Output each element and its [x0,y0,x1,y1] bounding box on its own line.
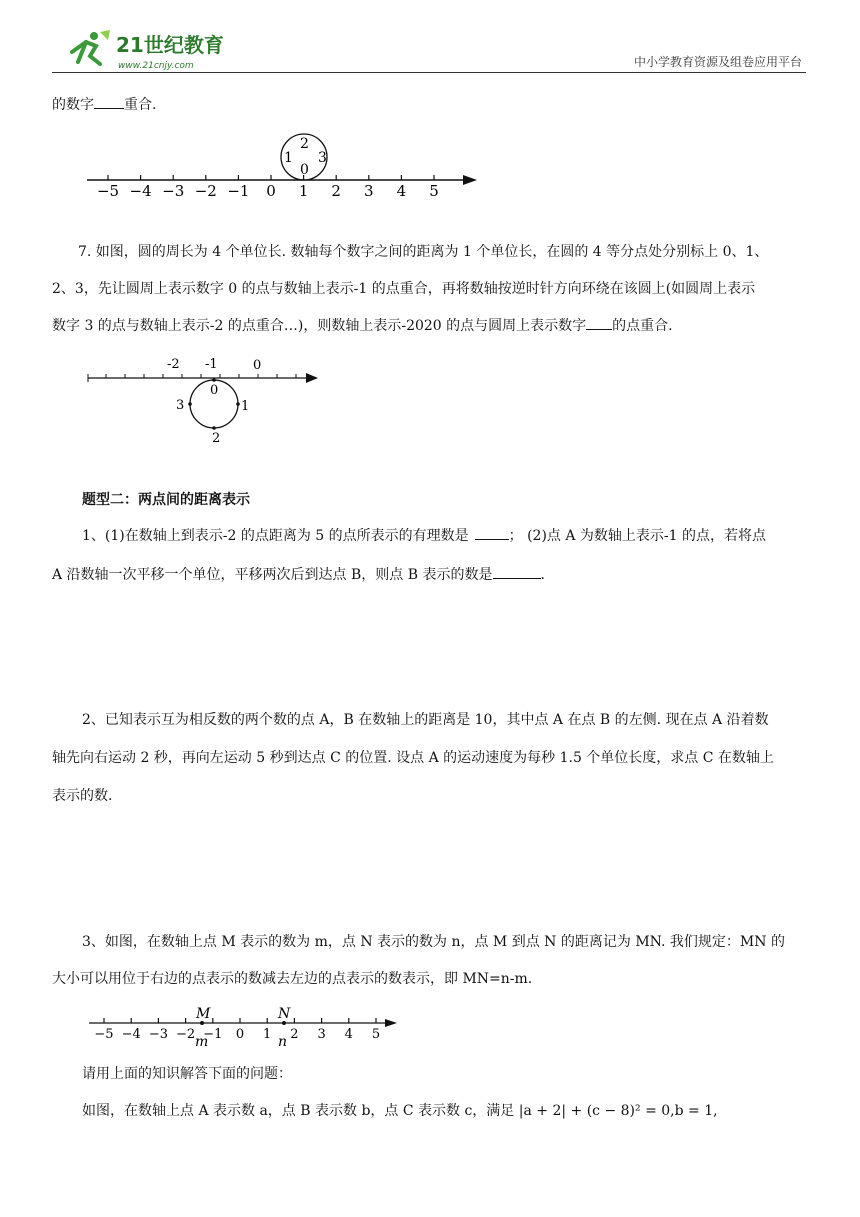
circle-label-0: 0 [210,383,219,398]
circle-label-1: 1 [241,399,250,414]
circle-label-1: 1 [284,150,293,166]
tick-label: 5 [429,182,439,200]
tick-label: 0 [235,1027,245,1042]
tick-label: 2 [290,1027,299,1042]
p2-line-3: 表示的数. [52,788,113,804]
tick-label: −1 [203,1027,223,1042]
circle-label-3: 3 [318,150,327,166]
tick-label: 2 [331,182,341,200]
tick-label: 3 [317,1027,326,1042]
tick-label: −3 [162,182,185,200]
tick-label: 5 [371,1027,381,1042]
var-label-n: n [278,1034,288,1050]
circle-label-0: 0 [300,162,309,178]
answer-blank[interactable] [94,95,124,109]
tick-label: −1 [227,182,250,200]
tick-label: −5 [96,182,120,200]
continued-line [52,95,156,115]
tick-label: 1 [263,1027,272,1042]
tick-label: 0 [266,182,276,200]
p1-line-2-post: . [540,567,545,583]
q7-line-1: 7. 如图，圆的周长为 4 个单位长. 数轴每个数字之间的距离为 1 个单位长，在圆的 4 等分点处分别标上 0、1、 [78,244,769,260]
arrow-head [463,175,477,185]
point-label-n: N [278,1006,291,1022]
continued-line-post: 重合. [124,97,157,113]
header-divider [52,72,806,73]
tick-label: 4 [344,1027,353,1042]
p3-line-2: 大小可以用位于右边的点表示的数减去左边的点表示的数表示，即 MN=n-m. [52,971,533,987]
tick-label: −2 [194,182,217,200]
answer-blank[interactable] [475,526,509,540]
answer-blank[interactable] [493,565,541,579]
p3-line-4: 如图，在数轴上点 A 表示数 a，点 B 表示数 b，点 C 表示数 c，满足 |a + 2| + (c − 8)² = 0,b = 1, [82,1103,718,1119]
circle-label-2: 2 [300,136,309,152]
logo-main-text: 21世纪教育 [116,33,224,57]
circle-label-3: 3 [176,398,185,413]
p2-line-2: 轴先向右运动 2 秒，再向左运动 5 秒到达点 C 的位置. 设点 A 的运动速度为每秒 1.5 个单位长度，求点 C 在数轴上 [52,750,774,766]
runner-icon [72,30,110,64]
point-label-m: M [196,1006,211,1022]
arrow-head [306,373,318,383]
p3-line-1: 3、如图，在数轴上点 M 表示的数为 m，点 N 表示的数为 n，点 M 到点 N 的距离记为 MN. 我们规定：MN 的 [82,934,785,950]
logo [60,28,240,72]
tick-label: −4 [121,1027,141,1042]
arrow-head [385,1019,397,1027]
q7-line-3-pre: 数字 3 的点与数轴上表示-2 的点重合…)，则数轴上表示-2020 的点与圆周上表示数字 [52,318,587,334]
p3-line-3: 请用上面的知识解答下面的问题： [82,1066,292,1082]
p1-line-2-pre: A 沿数轴一次平移一个单位，平移两次后到达点 B，则点 B 表示的数是 [52,567,493,583]
p1-line-1-mid: ； (2)点 A 为数轴上表示-1 的点，若将点 [508,528,767,544]
axis-label-neg1: -1 [205,357,218,372]
tick-label: −5 [94,1027,114,1042]
axis-label-zero: 0 [253,358,262,373]
number-line-figure-1 [85,128,485,206]
header-platform-text: 中小学教育资源及组卷应用平台 [633,55,802,69]
p1-line-1 [82,526,766,546]
section-title: 题型二：两点间的距离表示 [82,492,250,508]
tick-label: 4 [396,182,407,200]
number-line-figure-2 [86,352,326,452]
number-line-figure-3 [85,1004,405,1054]
continued-line-pre: 的数字 [52,97,94,113]
p1-line-2 [52,565,545,585]
var-label-m: m [195,1034,209,1050]
logo-url-text: www.21cnjy.com [118,61,194,71]
axis-label-neg2: -2 [167,357,180,372]
tick-label: 1 [298,182,309,200]
circle-label-2: 2 [212,431,221,446]
p2-line-1: 2、已知表示互为相反数的两个数的点 A，B 在数轴上的距离是 10，其中点 A 在点 B 的左侧. 现在点 A 沿着数 [82,712,769,728]
answer-blank[interactable] [586,316,612,330]
tick-label: 3 [364,182,374,200]
q7-line-3 [52,316,673,336]
q7-line-3-post: 的点重合. [612,318,673,334]
tick-label: −2 [176,1027,196,1042]
p1-line-1-pre: 1、(1)在数轴上到表示-2 的点距离为 5 的点所表示的有理数是 [82,528,469,544]
tick-label: −3 [148,1027,168,1042]
q7-line-2: 2、3，先让圆周上表示数字 0 的点与数轴上表示-1 的点重合，再将数轴按逆时针方向环绕在该圆上(如圆周上表示 [52,281,756,297]
tick-label: −4 [129,182,152,200]
